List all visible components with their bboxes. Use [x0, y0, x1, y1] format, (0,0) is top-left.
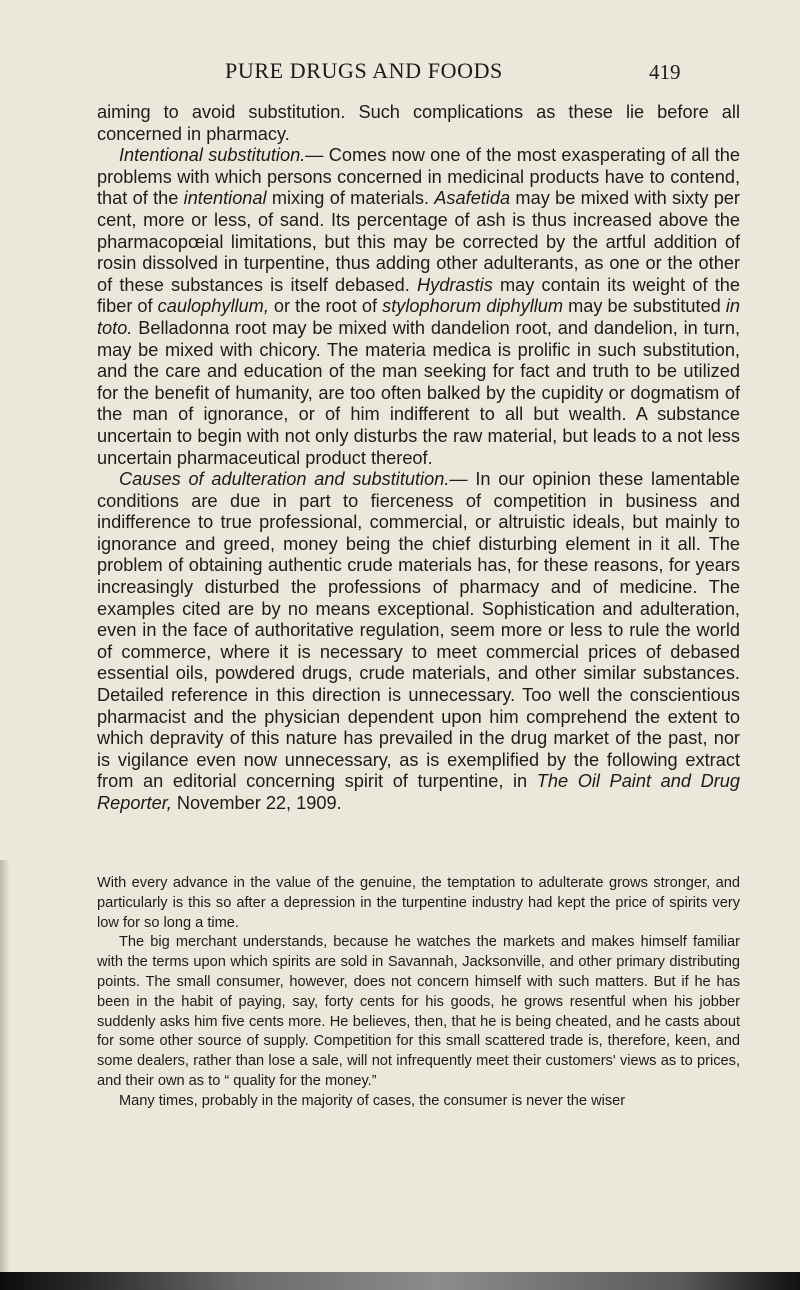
page-number: 419 [649, 60, 681, 84]
paragraph-1: aiming to avoid substitution. Such complications as these lie before all concerned in pharmacy. [97, 102, 740, 144]
quote-paragraph-1: With every advance in the value of the genuine, the temptation to adulterate grows stronger, and particularly is this so after a depression in the turpentine industry had kept the price of spirits very low for so long a time. [97, 875, 740, 931]
publication-title: The Oil Paint and Drug Reporter, [97, 771, 740, 813]
paragraph-intentional-substitution: Intentional substitution.— Comes now one of the most exasperating of all the problems with which persons concerned in medicinal products have to contend, that of the intentional mixing of materials. Asafetida may be mixed with sixty per cent, more or less, of sand. Its percentage of ash is thus increased above the pharmacopœial limitations, but this may be corrected by the artful addition of rosin dissolved in turpentine, thus adding other adulterants, as one or the other of these substances is itself debased. Hydrastis may contain its weight of the fiber of caulophyllum, or the root of stylophorum diphyllum may be substituted in toto. Belladonna root may be mixed with dandelion root, and dandelion, in turn, may be mixed with chicory. The materia medica is prolific in such substitution, and the care and education of the man seeking for fact and truth to be utilized for the benefit of humanity, are too often balked by the cupidity or dogmatism of the man of ignorance, or of him indifferent to all but wealth. A substance uncertain to begin with not only disturbs the raw material, but leads to a not less uncertain pharmaceutical product thereof. [97, 145, 741, 468]
quote-paragraph-2: The big merchant understands, because he watches the markets and makes himself familiar with the terms upon which spirits are sold in Savannah, Jacksonville, and other primary distributing points. The small consumer, however, does not concern himself with such matters. But if he has been in the habit of paying, say, forty cents for his goods, he grows resentful when his jobber suddenly asks him five cents more. He believes, then, that he is being cheated, and he casts about for some other source of supply. Competition for this small scattered trade is, therefore, keen, and some dealers, rather than lose a sale, will not infrequently meet their customers' views as to prices, and their own as to “ quality for the money.” [97, 934, 740, 1089]
quote-paragraph-3: Many times, probably in the majority of cases, the consumer is never the wiser [119, 1092, 626, 1109]
scan-bottom-edge [0, 1272, 800, 1290]
main-text [97, 102, 740, 815]
section-heading: Causes of adulteration and substitution. [119, 469, 450, 490]
running-head [0, 58, 800, 88]
page-gutter-shadow [0, 860, 10, 1272]
running-title: PURE DRUGS AND FOODS [225, 58, 503, 83]
section-heading: Intentional substitution. [119, 145, 306, 166]
paragraph-causes-of-adulteration: Causes of adulteration and substitution.— In our opinion these lamentable conditions are due in part to fierceness of competition in business and indifference to true professional, commercial, or altruistic ideals, but mainly to ignorance and greed, money being the chief disturbing element in it all. The problem of obtaining authentic crude materials has, for these reasons, for years increasingly disturbed the professions of pharmacy and of medicine. The examples cited are by no means exceptional. Sophistication and adulteration, even in the face of authoritative regulation, seem more or less to rule the world of commerce, where it is necessary to meet commercial prices of debased essential oils, powdered drugs, crude materials, and other similar substances. Detailed reference in this direction is unnecessary. Too well the conscientious pharmacist and the physician dependent upon him comprehend the extent to which depravity of this nature has prevailed in the drug market of the past, nor is vigilance even now unnecessary, as is exemplified by the following extract from an editorial concerning spirit of turpentine, in The Oil Paint and Drug Reporter, November 22, 1909. [97, 469, 740, 813]
block-quote [97, 874, 740, 1112]
